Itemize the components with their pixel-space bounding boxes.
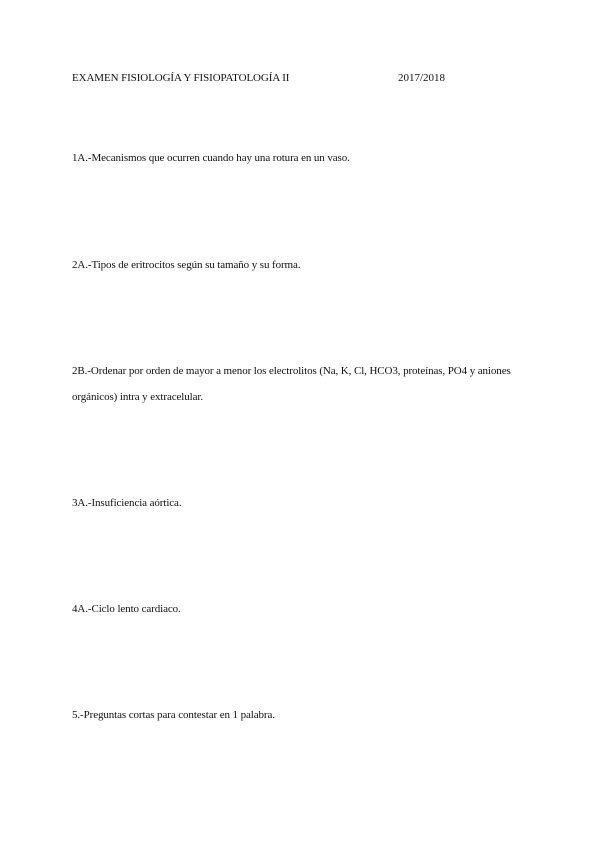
question-1a: 1A.-Mecanismos que ocurren cuando hay una rotura en un vaso. bbox=[72, 152, 350, 164]
question-2a: 2A.-Tipos de eritrocitos según su tamaño y su forma. bbox=[72, 259, 301, 271]
question-5: 5.-Preguntas cortas para contestar en 1 palabra. bbox=[72, 709, 275, 721]
question-4a: 4A.-Ciclo lento cardiaco. bbox=[72, 603, 181, 615]
question-2b-line-2: orgánicos) intra y extracelular. bbox=[72, 391, 203, 403]
exam-title: EXAMEN FISIOLOGÍA Y FISIOPATOLOGÍA II bbox=[72, 72, 290, 84]
question-3a: 3A.-Insuficiencia aórtica. bbox=[72, 497, 182, 509]
question-2b-line-1: 2B.-Ordenar por orden de mayor a menor los electrolitos (Na, K, Cl, HCO3, proteínas, PO4 y aniones bbox=[72, 365, 511, 377]
academic-year: 2017/2018 bbox=[398, 72, 446, 84]
